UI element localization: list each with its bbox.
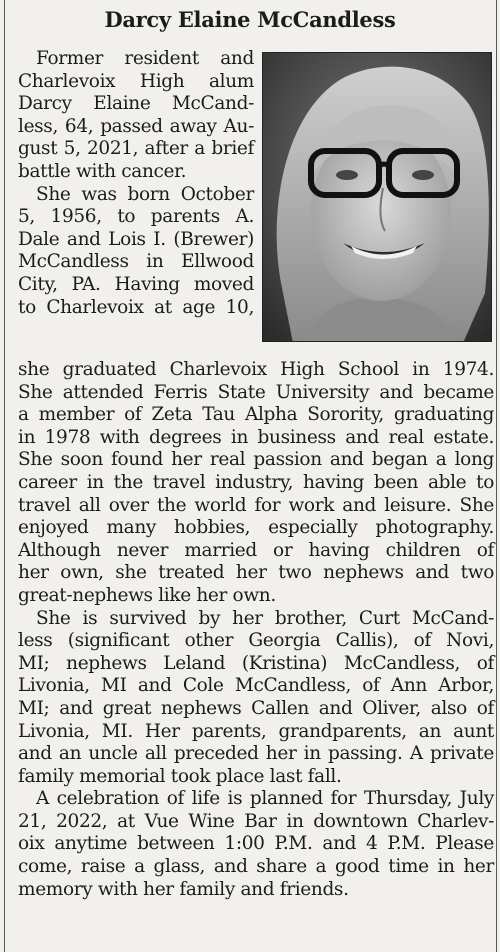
narrow-line: She was born October [36, 183, 254, 205]
portrait-photo-icon [263, 53, 492, 342]
wide-line: and an uncle all preceded her in passing. A private [18, 743, 494, 765]
wide-line: Livonia, MI. Her parents, grandparents, an aunt [18, 720, 494, 742]
wide-line: 21, 2022, at Vue Wine Bar in downtown Charlev- [18, 810, 494, 832]
obituary-wide-column [18, 359, 494, 901]
wide-line: She soon found her real passion and began a long [18, 449, 494, 471]
column-rule-left [4, 0, 5, 952]
wide-line: travel all over the world for work and leisure. She [18, 494, 494, 516]
narrow-line: gust 5, 2021, after a brief [18, 138, 254, 160]
wide-line: MI; and great nephews Callen and Oliver, also of [18, 697, 494, 719]
narrow-line: to Charlevoix at age 10, [18, 296, 254, 318]
wide-line: She attended Ferris State University and became [18, 381, 494, 403]
narrow-line: Dale and Lois I. (Brewer) [18, 228, 254, 250]
wide-line: less (significant other Georgia Callis), of Novi, [18, 630, 494, 652]
narrow-line: less, 64, passed away Au- [18, 115, 254, 137]
narrow-line: Darcy Elaine McCand- [18, 93, 254, 115]
wide-line: Livonia, MI and Cole McCandless, of Ann Arbor, [18, 675, 494, 697]
narrow-line: McCandless in Ellwood [18, 251, 254, 273]
narrow-line: Charlevoix High alum [18, 70, 254, 92]
wide-line: great-nephews like her own. [18, 584, 276, 606]
narrow-line: battle with cancer. [18, 160, 187, 182]
wide-line: in 1978 with degrees in business and real estate. [18, 426, 494, 448]
wide-line: come, raise a glass, and share a good time in her [18, 856, 494, 878]
wide-line: oix anytime between 1:00 P.M. and 4 P.M. Please [18, 833, 494, 855]
column-rule-right [496, 0, 497, 952]
wide-line: MI; nephews Leland (Kristina) McCandless, of [18, 652, 494, 674]
wide-line: her own, she treated her two nephews and two [18, 562, 494, 584]
wide-line: a member of Zeta Tau Alpha Sorority, graduating [18, 404, 494, 426]
wide-line: A celebration of life is planned for Thursday, July [36, 788, 494, 810]
wide-line: enjoyed many hobbies, especially photography. [18, 517, 494, 539]
narrow-line: Former resident and [36, 48, 254, 69]
wide-line: Although never married or having children of [18, 539, 494, 561]
wide-line: She is survived by her brother, Curt McCand- [36, 607, 494, 629]
obituary-headline: Darcy Elaine McCandless [104, 7, 396, 32]
narrow-line: City, PA. Having moved [18, 273, 254, 295]
obituary-narrow-column [18, 48, 254, 319]
portrait-photo [262, 52, 492, 342]
wide-line: family memorial took place last fall. [18, 765, 342, 787]
wide-line: memory with her family and friends. [18, 878, 349, 900]
wide-line: she graduated Charlevoix High School in 1974. [18, 359, 494, 380]
narrow-line: 5, 1956, to parents A. [18, 206, 254, 228]
wide-line: career in the travel industry, having been able to [18, 471, 494, 493]
